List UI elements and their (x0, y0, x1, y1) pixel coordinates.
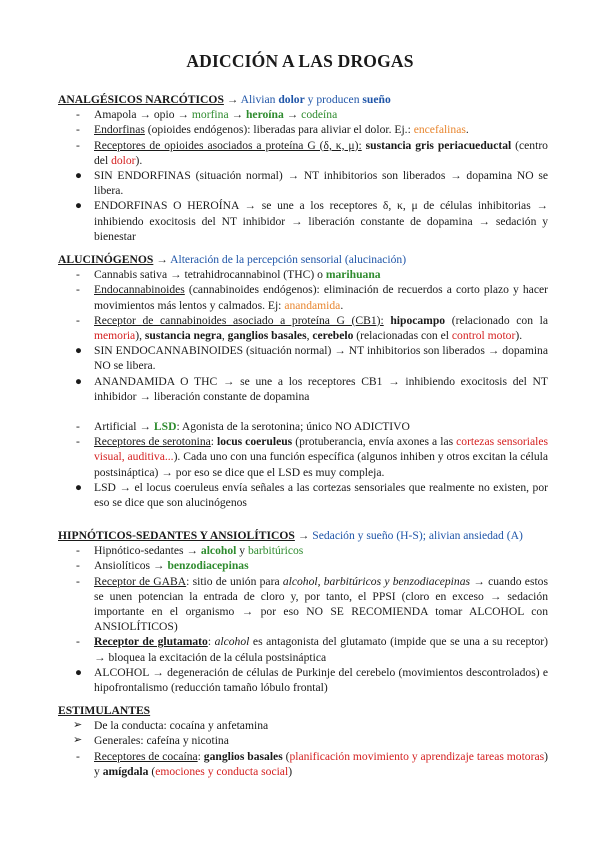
text: cortezas sensoriales visual, auditiva... (94, 435, 548, 464)
dash-bullet: - (76, 313, 80, 327)
section-heading (58, 528, 548, 543)
dash-bullet: - (76, 420, 80, 434)
text: Endorfinas (94, 123, 145, 137)
text: ANANDAMIDA O THC → se une a los receptores CB1 → inhibiendo exocitosis del NT inhibidor → liberación constante de dopamina (94, 374, 548, 403)
section-heading (58, 252, 548, 267)
text: morfina (191, 108, 229, 122)
text: hipocampo (390, 313, 446, 327)
text: → (228, 108, 246, 122)
text: : (197, 749, 204, 763)
arrow: → (153, 253, 171, 266)
list-item (58, 198, 548, 244)
list-item (58, 733, 548, 748)
text: Ansiolíticos → (94, 559, 168, 573)
dash-bullet: - (76, 138, 80, 152)
spacer (58, 404, 548, 419)
section-title: HIPNÓTICOS-SEDANTES Y ANSIOLÍTICOS (58, 529, 295, 542)
text: encefalinas (413, 123, 466, 137)
text: . (340, 298, 344, 312)
section-heading (58, 703, 548, 718)
list-item (58, 665, 548, 695)
text: SIN ENDORFINAS (situación normal) → NT inhibitorios son liberados → dopamina NO se libera. (94, 169, 548, 198)
text: ganglios basales (203, 749, 283, 763)
text: marihuana (325, 268, 381, 282)
dash-bullet: - (76, 435, 80, 449)
list-item (58, 282, 548, 312)
text: Generales: cafeína y nicotina (94, 734, 229, 748)
dash-bullet: - (76, 268, 80, 282)
text: benzodiacepinas (167, 559, 249, 573)
text: anandamida (284, 298, 341, 312)
text: , (306, 329, 313, 343)
text: (cannabinoides endógenos): eliminación de recuerdos a corto plazo y hacer movimientos más lentos y calmados. Ej: (94, 283, 548, 312)
text: ( (148, 764, 156, 778)
text: barbitúricos (247, 544, 304, 558)
text: Receptores de opioides asociados a proteína G (δ, κ, μ): (94, 138, 362, 152)
text: Receptor de glutamato (94, 635, 208, 649)
dot-bullet: ● (75, 169, 83, 183)
text: ) y (94, 749, 548, 778)
text: es antagonista del glutamato (impide que se una a su receptor) → bloquea la excitación de la célula postsináptica (94, 635, 548, 664)
subtitle-text: Alivian (240, 93, 279, 106)
text: Receptor de GABA (94, 574, 187, 588)
text: Amapola → opio → (94, 108, 192, 122)
text: (centro del (94, 138, 548, 167)
section-hipnoticos (58, 528, 548, 695)
text: ) (288, 764, 293, 778)
subtitle-text: dolor (278, 93, 305, 106)
text: SIN ENDOCANNABINOIDES (situación normal) → NT inhibitorios son liberados → dopamina NO se libera. (94, 344, 548, 373)
dash-bullet: - (76, 123, 80, 137)
text: (relacionadas con el (353, 329, 452, 343)
text: De la conducta: cocaína y anfetamina (94, 719, 269, 733)
list-item (58, 718, 548, 733)
text: → (283, 108, 302, 122)
section-alucinogenos (58, 252, 548, 510)
text: → cuando estos se unen potencian la entrada de cloro y, por tanto, el PPSI (cloro en exceso → sedación importante en el organismo → por eso NO SE RECOMIENDA tomar ALCOHOL con ANSIOLÍTICOS) (94, 574, 548, 634)
text: cerebelo (312, 329, 354, 343)
list-item (58, 558, 548, 573)
dot-bullet: ● (75, 480, 83, 494)
subtitle-text: sueño (362, 93, 391, 106)
text: heroína (245, 108, 284, 122)
list-item (58, 419, 548, 434)
list-item (58, 313, 548, 343)
dash-bullet: - (76, 635, 80, 649)
list-item (58, 749, 548, 779)
text: . (465, 123, 469, 137)
text: LSD (153, 420, 177, 434)
text: Cannabis sativa → tetrahidrocannabinol (THC) o (94, 268, 326, 282)
list-item (58, 574, 548, 635)
text: ( (282, 749, 290, 763)
text: ENDORFINAS O HEROÍNA → se une a los receptores δ, κ, μ de células inhibitorias → inhibiendo exocitosis del NT inhibidor → liberación constante de dopamina → sedación y bienestar (94, 199, 548, 243)
text: ALCOHOL → degeneración de células de Purkinje del cerebelo (movimientos descontrolados) e hipofrontalismo (reducción tamaño lóbulo frontal) (94, 665, 548, 695)
dot-bullet: ● (75, 344, 83, 358)
dot-bullet: ● (75, 374, 83, 388)
subtitle-text: Alteración de la percepción sensorial (alucinación) (170, 253, 407, 266)
text: locus coeruleus (217, 435, 293, 449)
list-item (58, 543, 548, 558)
text: emociones y conducta social (155, 764, 289, 778)
subtitle-text: Sedación y sueño (H-S); alivian ansiedad (A) (312, 529, 523, 542)
arrow-bullet: ➢ (73, 719, 83, 732)
list-item (58, 267, 548, 282)
section-title: ANALGÉSICOS NARCÓTICOS (58, 93, 224, 106)
list-item (58, 138, 548, 168)
dash-bullet: - (76, 283, 80, 297)
text: ). (515, 329, 523, 343)
list-item (58, 434, 548, 480)
section-estimulantes (58, 703, 548, 779)
text: ), (135, 329, 145, 343)
dot-bullet: ● (75, 199, 83, 213)
text: alcohol, barbitúricos y benzodiacepinas (282, 574, 470, 588)
text: ganglios basales (227, 329, 307, 343)
text: (relacionado con la (445, 313, 548, 327)
text: : (210, 435, 218, 449)
text: (protuberancia, envía axones a las (292, 435, 457, 449)
page-title: ADICCIÓN A LAS DROGAS (186, 51, 414, 71)
arrow: → (294, 529, 313, 542)
text: codeína (301, 108, 338, 122)
list-item (58, 374, 548, 404)
dash-bullet: - (76, 574, 80, 588)
dash-bullet: - (76, 108, 80, 122)
text: amígdala (102, 764, 149, 778)
text: sustancia negra (144, 329, 222, 343)
text: Hipnótico-sedantes → (94, 544, 201, 558)
list-item (58, 480, 548, 510)
text: memoria (94, 329, 136, 343)
section-analgesicos (58, 92, 548, 244)
text: sustancia gris periacueductal (365, 138, 512, 152)
list-item (58, 122, 548, 137)
list-item (58, 168, 548, 198)
text: y (236, 544, 248, 558)
text: alcohol (214, 635, 250, 649)
list-item (58, 107, 548, 122)
text: Receptores de serotonina (94, 435, 211, 449)
subtitle-text: y producen (304, 93, 363, 106)
list-item (58, 634, 548, 664)
list-item (58, 343, 548, 373)
arrow: → (223, 93, 241, 106)
text: , (221, 329, 228, 343)
text: Endocannabinoides (94, 283, 185, 297)
text: ). (135, 153, 143, 167)
text: dolor (111, 153, 136, 167)
section-title: ALUCINÓGENOS (58, 253, 154, 266)
text: Receptor de cannabinoides asociado a proteína G (CB1): (94, 313, 384, 327)
text: (opioides endógenos): liberadas para aliviar el dolor. Ej.: (144, 123, 414, 137)
text: control motor (451, 329, 516, 343)
arrow-bullet: ➢ (73, 734, 83, 747)
dot-bullet: ● (75, 665, 83, 679)
text: ). Cada uno con una función específica (algunos inhiben y otros excitan la célula postsináptica) → por eso se dice que el LSD es muy compleja. (94, 450, 548, 479)
text: Artificial → (94, 420, 154, 434)
dash-bullet: - (76, 749, 80, 763)
section-title: ESTIMULANTES (58, 704, 151, 717)
text: : Agonista de la serotonina; único NO ADICTIVO (176, 420, 410, 434)
section-heading (58, 92, 548, 107)
text: Receptores de cocaína (94, 749, 198, 763)
text: alcohol (200, 544, 237, 558)
text: : (207, 635, 215, 649)
text: LSD → el locus coeruleus envía señales a las cortezas sensoriales que realmente no existen, por eso se dice que son alucinógenos (94, 480, 548, 510)
text: planificación movimiento y aprendizaje tareas motoras (289, 749, 545, 763)
dash-bullet: - (76, 544, 80, 558)
text: : sitio de unión para (186, 574, 283, 588)
dash-bullet: - (76, 559, 80, 573)
